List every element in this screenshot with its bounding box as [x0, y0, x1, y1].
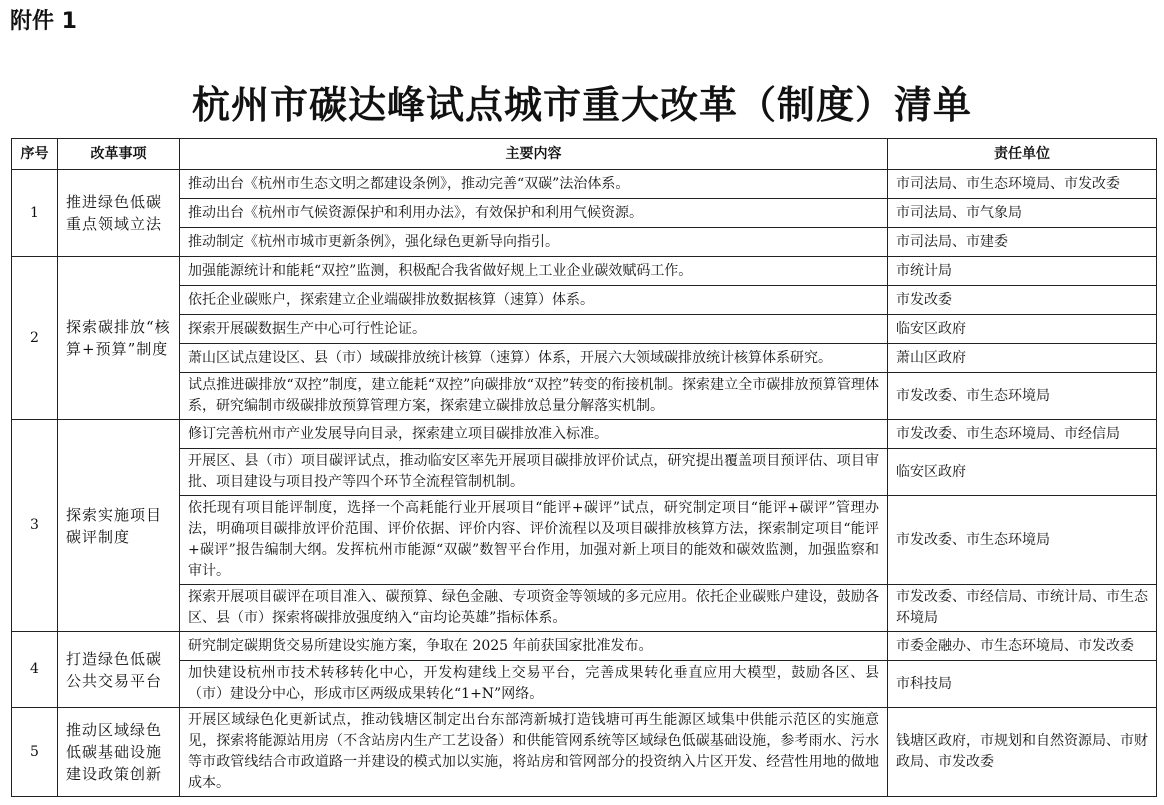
reform-item: 探索碳排放“核算+预算”制度 [58, 257, 180, 420]
main-content-cell: 开展区域绿色化更新试点，推动钱塘区制定出台东部湾新城打造钱塘可再生能源区域集中供能示范区的实施意见，探索将能源站用房（不含站房内生产工艺设备）和供能管网系统等区域绿色低碳基础设施，参考雨水、污水等市政管线结合市政道路一并建设的模式加以实施，将站房和管网部分的投资纳入片区开发、经营性用地的做地成本。 [180, 708, 888, 797]
responsible-unit-cell: 临安区政府 [888, 449, 1157, 496]
main-content-cell: 依托企业碳账户，探索建立企业端碳排放数据核算（速算）体系。 [180, 286, 888, 315]
responsible-unit-cell: 市发改委、市生态环境局 [888, 373, 1157, 420]
main-content-cell: 开展区、县（市）项目碳评试点，推动临安区率先开展项目碳排放评价试点，研究提出覆盖项目预评估、项目审批、项目建设与项目投产等四个环节全流程管制机制。 [180, 449, 888, 496]
responsible-unit-cell: 市发改委、市生态环境局、市经信局 [888, 420, 1157, 449]
main-content-cell: 探索开展项目碳评在项目准入、碳预算、绿色金融、专项资金等领域的多元应用。依托企业碳账户建设，鼓励各区、县（市）探索将碳排放强度纳入“亩均论英雄”指标体系。 [180, 585, 888, 632]
table-row [12, 199, 1157, 228]
responsible-unit-cell: 市司法局、市生态环境局、市发改委 [888, 170, 1157, 199]
table-row [12, 257, 1157, 286]
table-row [12, 286, 1157, 315]
header-content: 主要内容 [180, 139, 888, 170]
main-content-cell: 加快建设杭州市技术转移转化中心，开发构建线上交易平台，完善成果转化垂直应用大模型，鼓励各区、县（市）建设分中心，形成市区两级成果转化“1+N”网络。 [180, 661, 888, 708]
responsible-unit-cell: 市发改委、市经信局、市统计局、市生态环境局 [888, 585, 1157, 632]
responsible-unit-cell: 市委金融办、市生态环境局、市发改委 [888, 632, 1157, 661]
table-row [12, 344, 1157, 373]
table-row [12, 632, 1157, 661]
responsible-unit-cell: 市发改委、市生态环境局 [888, 496, 1157, 585]
header-seq: 序号 [12, 139, 58, 170]
table-header-row [12, 139, 1157, 170]
row-number: 5 [12, 708, 58, 797]
main-content-cell: 探索开展碳数据生产中心可行性论证。 [180, 315, 888, 344]
reform-item: 探索实施项目碳评制度 [58, 420, 180, 632]
responsible-unit-cell: 市统计局 [888, 257, 1157, 286]
table-body [12, 170, 1157, 797]
responsible-unit-cell: 萧山区政府 [888, 344, 1157, 373]
table-row [12, 228, 1157, 257]
table-row [12, 373, 1157, 420]
reform-item: 推动区域绿色低碳基础设施建设政策创新 [58, 708, 180, 797]
responsible-unit-cell: 临安区政府 [888, 315, 1157, 344]
table-row [12, 661, 1157, 708]
responsible-unit-cell: 钱塘区政府，市规划和自然资源局、市财政局、市发改委 [888, 708, 1157, 797]
main-content-cell: 推动出台《杭州市气候资源保护和利用办法》，有效保护和利用气候资源。 [180, 199, 888, 228]
main-content-cell: 依托现有项目能评制度，选择一个高耗能行业开展项目“能评+碳评”试点，研究制定项目“能评+碳评”管理办法，明确项目碳排放评价范围、评价依据、评价内容、评价流程以及项目碳排放核算方法，探索制定项目“能评+碳评”报告编制大纲。发挥杭州市能源“双碳”数智平台作用，加强对新上项目的能效和碳效监测，加强监察和审计。 [180, 496, 888, 585]
table-row [12, 170, 1157, 199]
row-number: 2 [12, 257, 58, 420]
document-title: 杭州市碳达峰试点城市重大改革（制度）清单 [191, 82, 972, 127]
row-number: 3 [12, 420, 58, 632]
responsible-unit-cell: 市司法局、市建委 [888, 228, 1157, 257]
table-row [12, 585, 1157, 632]
main-content-cell: 加强能源统计和能耗“双控”监测，积极配合我省做好规上工业企业碳效赋码工作。 [180, 257, 888, 286]
row-number: 4 [12, 632, 58, 708]
responsible-unit-cell: 市司法局、市气象局 [888, 199, 1157, 228]
main-content-cell: 推动出台《杭州市生态文明之都建设条例》，推动完善“双碳”法治体系。 [180, 170, 888, 199]
table-row [12, 708, 1157, 797]
reform-item: 推进绿色低碳重点领域立法 [58, 170, 180, 257]
main-content-cell: 研究制定碳期货交易所建设实施方案，争取在 2025 年前获国家批准发布。 [180, 632, 888, 661]
row-number: 1 [12, 170, 58, 257]
header-unit: 责任单位 [888, 139, 1157, 170]
main-content-cell: 试点推进碳排放“双控”制度，建立能耗“双控”向碳排放“双控”转变的衔接机制。探索建立全市碳排放预算管理体系，研究编制市级碳排放预算管理方案，探索建立碳排放总量分解落实机制。 [180, 373, 888, 420]
table-row [12, 420, 1157, 449]
main-content-cell: 萧山区试点建设区、县（市）域碳排放统计核算（速算）体系，开展六大领域碳排放统计核算体系研究。 [180, 344, 888, 373]
reform-item: 打造绿色低碳公共交易平台 [58, 632, 180, 708]
attachment-label: 附件 1 [10, 9, 77, 34]
reform-list-table [11, 138, 1157, 797]
responsible-unit-cell: 市科技局 [888, 661, 1157, 708]
main-content-cell: 推动制定《杭州市城市更新条例》，强化绿色更新导向指引。 [180, 228, 888, 257]
table-row [12, 496, 1157, 585]
responsible-unit-cell: 市发改委 [888, 286, 1157, 315]
table-row [12, 449, 1157, 496]
header-item: 改革事项 [58, 139, 180, 170]
main-content-cell: 修订完善杭州市产业发展导向目录，探索建立项目碳排放准入标准。 [180, 420, 888, 449]
table-row [12, 315, 1157, 344]
